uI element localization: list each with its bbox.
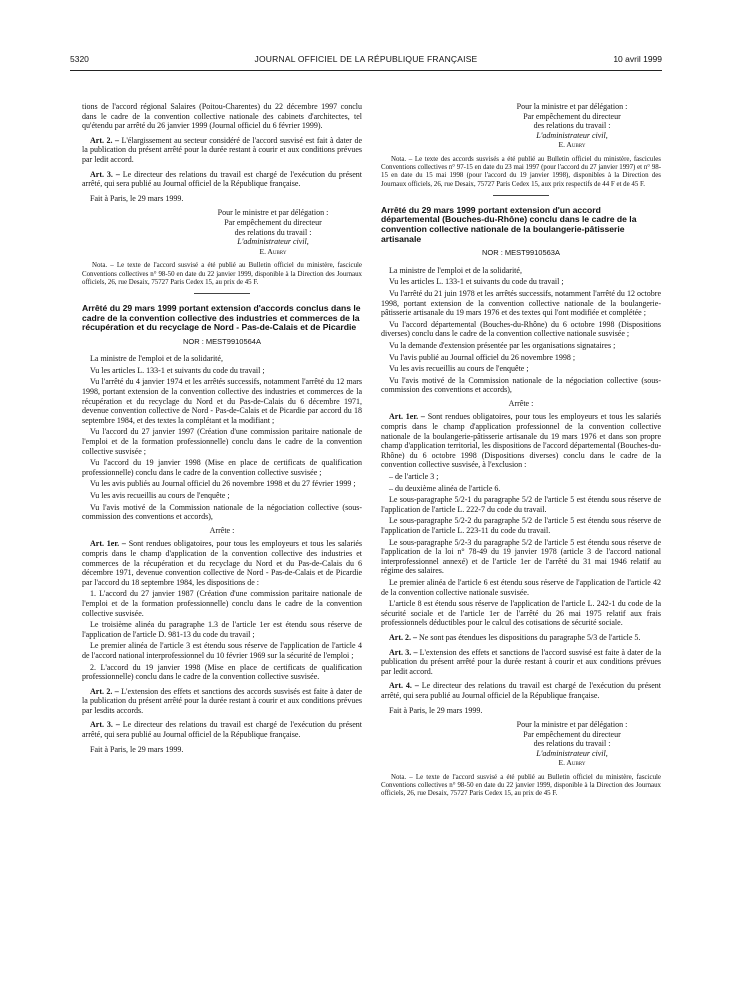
signature-block [82,208,362,256]
visa: Vu l'accord du 19 janvier 1998 (Mise en place de certificats de qualification professionnelle) conclu dans le cadre de la convention collective susvisée ; [82,458,362,477]
article-text: Sont rendues obligatoires, pour tous les employeurs et tous les salariés compris dans le champ d'application de la convention collective des industries et commerces de la récupération et du recyclage du Nord et du Pas-de-Calais du 6 décembre 1971, devenue convention collective de Nord - Pas-de-Calais et de Picardie par l'accord du 18 septembre 1984, les dispositions de : [82,539,363,587]
article-item: L'article 8 est étendu sous réserve de l'application de l'article L. 242-1 du code de la sécurité sociale et de l'article 1er de l'arrêté du 26 mai 1975 relatif aux frais professionnels déductibles pour le calcul des cotisations de sécurité sociale. [381,599,661,628]
visa: Vu la demande d'extension présentée par les organisations signataires ; [389,340,616,350]
article-item: Le premier alinéa de l'article 3 est étendu sous réserve de l'application de l'article 4 de l'accord national interprofessionnel du 10 février 1969 sur la sécurité de l'emploi ; [82,641,362,660]
article-1 [82,539,362,587]
article-item: Le sous-paragraphe 5/2-1 du paragraphe 5/2 de l'article 5 est étendu sous réserve de l'application de l'article L. 222-7 du code du travail. [381,495,661,514]
signature-line: Par empêchement du directeur [523,729,621,739]
right-column [381,102,661,803]
signature-line: L'administrateur civil, [536,748,608,758]
visa: La ministre de l'emploi et de la solidarité, [90,354,223,364]
article-label: Art. 2. – [389,632,417,642]
visa: Vu les avis recueillis au cours de l'enquête ; [389,364,529,374]
arrete-heading: Arrête : [508,398,534,408]
article-item: 1. L'accord du 27 janvier 1987 (Création d'une commission paritaire nationale de l'emploi et de la formation professionnelle) conclu dans le cadre de la convention collective susvisée. [82,589,362,618]
article-text: L'élargissement au secteur considéré de l'accord susvisé est fait à dater de la publication du présent arrêté pour la durée restant à courir et aux conditions prévues par ledit accord. [82,135,362,164]
signature-line: Par empêchement du directeur [224,217,322,227]
article-text: Le directeur des relations du travail est chargé de l'exécution du présent arrêté, qui sera publié au Journal officiel de la République française. [82,720,363,740]
article-3 [82,170,362,189]
issue-date: 10 avril 1999 [613,54,662,64]
visa: Vu les articles L. 133-1 et suivants du code du travail ; [389,277,564,287]
signatory-name: E. Aubry [558,758,586,768]
article-label: Art. 3. – [90,720,120,730]
exclusion-item: – du deuxième alinéa de l'article 6. [389,483,501,493]
signatory-name: E. Aubry [259,246,287,256]
article-text: L'extension des effets et sanctions des accords susvisés est faite à dater de la publication du présent arrêté pour la durée restant à courir et aux conditions prévues par lesdits accords. [82,686,363,715]
visa: Vu les avis publiés au Journal officiel du 26 novembre 1998 et du 27 février 1999 ; [90,479,356,489]
article-text: Le directeur des relations du travail est chargé de l'exécution du présent arrêté, qui sera publié au Journal officiel de la République française. [82,169,363,189]
arrete-heading: Arrête : [209,525,235,535]
visa: Vu l'arrêté du 4 janvier 1974 et les arrêtés successifs, notamment l'arrêté du 12 mars 1998, portant extension de la convention collective des industries et commerces de la récupération et du recyclage du Nord et du Pas-de-Calais du 6 décembre 1971, devenue convention collective de Nord - Pas-de-Calais et de Picardie par accord du 18 septembre 1984, et des textes la complétant et la modifiant ; [82,377,362,425]
article-text: Le directeur des relations du travail est chargé de l'exécution du présent arrêté, qui sera publié au Journal officiel de la République française. [381,681,662,700]
article-text: Ne sont pas étendues les dispositions du paragraphe 5/3 de l'article 5. [419,632,641,642]
article-label: Art. 1er. – [389,412,425,422]
fait-a-paris: Fait à Paris, le 29 mars 1999. [389,705,483,715]
visa: Vu l'accord départemental (Bouches-du-Rhône) du 6 octobre 1998 (Dispositions diverses) conclu dans le cadre de la convention collective nationale susvisée ; [381,319,661,339]
signature-line: Pour la ministre et par délégation : [516,102,628,111]
article-label: Art. 1er. – [90,539,126,549]
article-text: Sont rendues obligatoires, pour tous les employeurs et tous les salariés compris dans le champ d'application professionnel de la convention collective nationale de la boulangerie-pâtisserie artisanale du 19 mars 1976 et dans son propre champ d'application territorial, les dispositions de l'accord départemental (Bouches-du-Rhône) du 6 octobre 1998 (Dispositions diverses) conclu dans le cadre de la convention collective susvisée, à l'exclusion : [381,412,662,470]
signature-line: Pour le ministre et par délégation : [217,208,329,218]
article-2 [82,687,362,716]
article-3 [82,720,362,739]
arrete-title: Arrêté du 29 mars 1999 portant extension d'un accord départemental (Bouches-du-Rhône) conclu dans le cadre de la convention collective nationale de la boulangerie-pâtisserie artisanale [381,204,637,244]
nota: Nota. – Le texte de l'accord susvisé a été publié au Bulletin officiel du ministère, fascicule Conventions collectives n° 98-50 en date du 22 janvier 1999, disponible à la Direction des Journaux officiels, 26, rue Desaix, 75727 Paris Cedex 15, au prix de 45 F. [82,262,362,286]
signature-line: L'administrateur civil, [237,237,309,247]
article-item: Le troisième alinéa du paragraphe 1.3 de l'article 1er est étendu sous réserve de l'application de l'article D. 981-13 du code du travail ; [82,620,362,639]
signature-line: des relations du travail : [234,227,312,237]
journal-title: JOURNAL OFFICIEL DE LA RÉPUBLIQUE FRANÇAISE [254,54,478,64]
article-item: Le sous-paragraphe 5/2-2 du paragraphe 5/2 de l'article 5 est étendu sous réserve de l'application de l'article L. 223-11 du code du travail. [381,516,661,535]
nota: Nota. – Le texte de l'accord susvisé a été publié au Bulletin officiel du ministère, fascicule Conventions collectives n° 98-50 en date du 22 janvier 1999, disponible à la Direction des Journaux officiels, 26, rue Desaix, 75727 Paris Cedex 15, au prix de 45 F. [381,774,661,798]
signature-block [381,102,661,150]
left-column [82,102,362,756]
arrete-title: Arrêté du 29 mars 1999 portant extension d'accords conclus dans le cadre de la convention collective des industries et commerces de la récupération et du recyclage de Nord - Pas-de-Calais et de Picardie [82,302,361,333]
nor-reference: NOR : MEST9910563A [482,248,560,258]
article-2 [381,633,661,643]
article-item: 2. L'accord du 19 janvier 1998 (Mise en place de certificats de qualification professionnelle) conclu dans le cadre de la convention collective susvisée. [82,662,362,682]
fait-a-paris: Fait à Paris, le 29 mars 1999. [90,193,184,203]
article-2 [82,136,362,165]
continued-paragraph: tions de l'accord régional Salaires (Poitou-Charentes) du 22 décembre 1997 conclu dans le cadre de la convention collective nationale des cabinets d'architectes, tel qu'étendu par arrêté du 26 janvier 1999 (Journal officiel du 6 février 1999). [82,102,362,131]
signature-block [381,720,661,768]
visa: La ministre de l'emploi et de la solidarité, [389,265,522,275]
visa: Vu l'avis motivé de la Commission nationale de la négociation collective (sous-commission des conventions et accords), [381,375,661,395]
visa: Vu l'accord du 27 janvier 1997 (Création d'une commission paritaire nationale de l'emploi et de la formation professionnelle) conclu dans le cadre de la convention collective susvisée ; [82,427,362,456]
signature-line: des relations du travail : [533,121,611,131]
nota: Nota. – Le texte des accords susvisés a été publié au Bulletin officiel du ministère, fascicules Conventions collectives n° 97-15 en date du 23 mai 1997 (pour l'accord du 27 janvier 1997) et n° 98-15 en date du 15 mai 1998 (pour l'accord du 19 janvier 1998), disponibles à la Direction des Journaux officiels, 26, rue Desaix, 75727 Paris Cedex 15, aux prix respectifs de 44 F et de 45 F. [381,155,661,188]
exclusion-item: – de l'article 3 ; [389,472,439,482]
page-number: 5320 [70,54,89,64]
article-item: Le premier alinéa de l'article 6 est étendu sous réserve de l'application de l'article 42 de la convention collective nationale susvisée. [381,577,661,597]
visa: Vu l'avis motivé de la Commission nationale de la négociation collective (sous-commission des conventions et accords), [82,502,362,522]
article-label: Art. 2. – [90,686,119,696]
article-label: Art. 2. – [90,135,119,145]
nor-reference: NOR : MEST9910564A [183,336,261,346]
article-label: Art. 3. – [389,647,418,657]
article-3 [381,648,661,677]
page-header [70,54,662,68]
visa: Vu l'arrêté du 21 juin 1978 et les arrêtés successifs, notamment l'arrêté du 12 octobre 1998, portant extension de la convention collective nationale de la boulangerie-pâtisserie artisanale du 19 mars 1976 et des textes qui l'ont modifiée et complétée ; [381,288,661,318]
article-label: Art. 4. – [389,681,419,691]
signatory-name: E. Aubry [558,140,586,150]
separator-rule [493,195,549,196]
visa: Vu les articles L. 133-1 et suivants du code du travail ; [90,365,265,375]
signature-line: L'administrateur civil, [536,130,608,140]
signature-line: Par empêchement du directeur [523,111,621,121]
fait-a-paris: Fait à Paris, le 29 mars 1999. [90,744,184,754]
article-label: Art. 3. – [90,169,120,179]
article-4 [381,681,661,700]
visa: Vu l'avis publié au Journal officiel du 26 novembre 1998 ; [389,352,576,362]
signature-line: des relations du travail : [533,739,611,749]
signature-line: Pour la ministre et par délégation : [516,720,628,730]
article-1 [381,412,661,470]
article-item: Le sous-paragraphe 5/2-3 du paragraphe 5/2 de l'article 5 est étendu sous réserve de l'application de la loi n° 78-49 du 19 janvier 1978 (article 3 de l'accord national interprofessionnel annexé) et de l'article 1er de l'arrêté du 31 mai 1946 relatif au régime des salaires. [381,537,661,576]
separator-rule [194,293,250,294]
article-text: L'extension des effets et sanctions de l'accord susvisé est faite à dater de la publication du présent arrêté pour la durée restant à courir et aux conditions prévues par ledit accord. [381,647,661,676]
visa: Vu les avis recueillis au cours de l'enquête ; [90,491,230,501]
header-rule [70,70,662,71]
